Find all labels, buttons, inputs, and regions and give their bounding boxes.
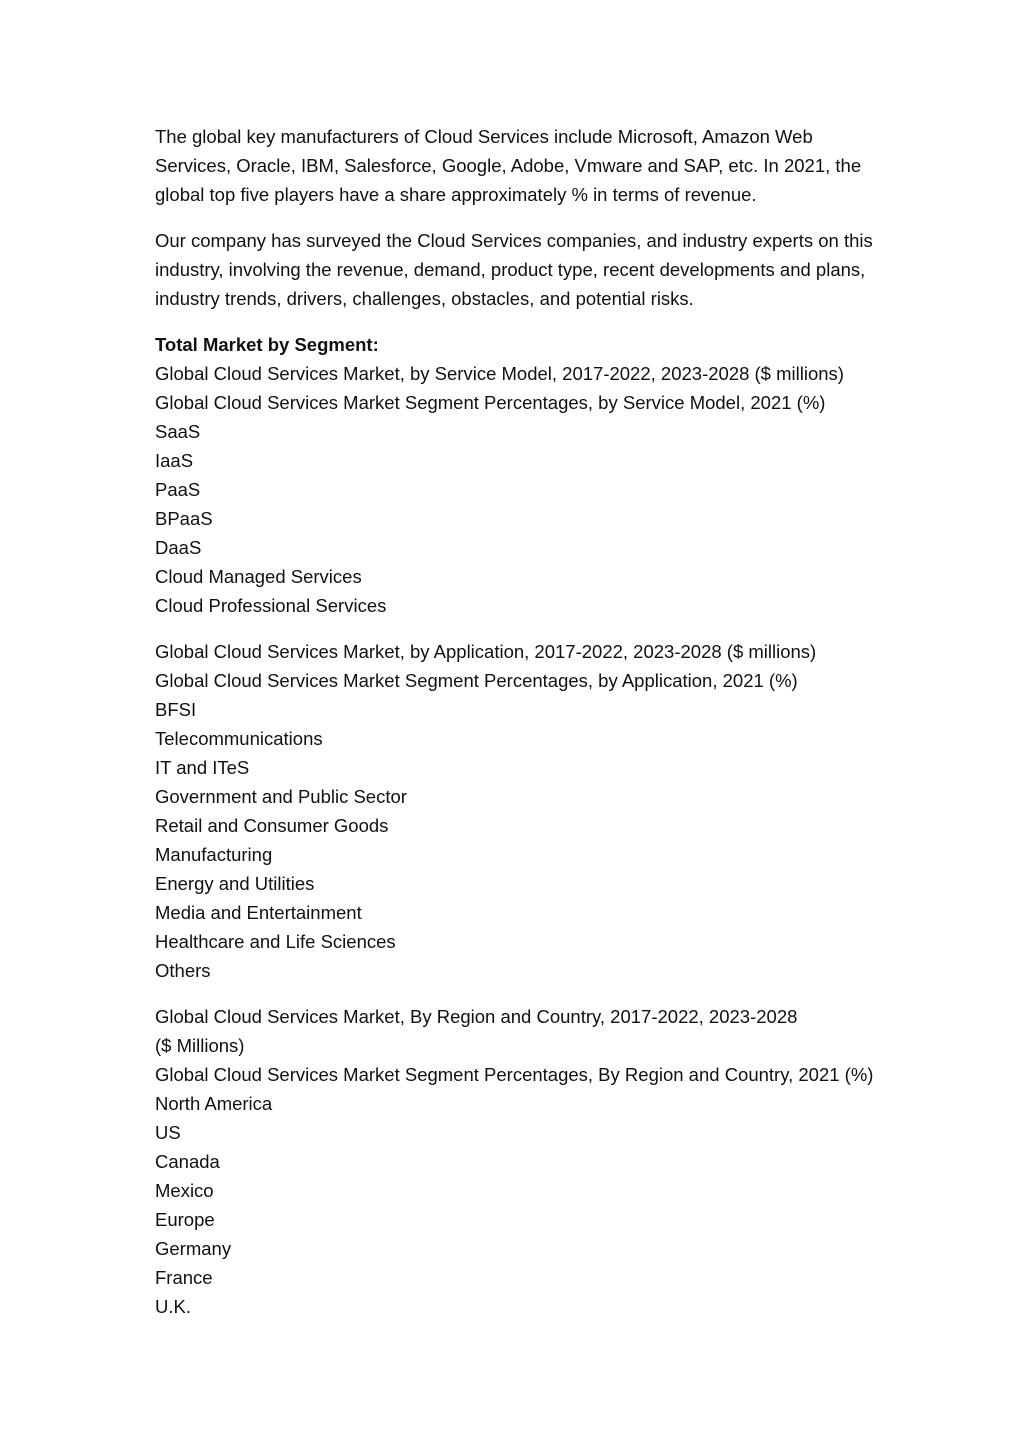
segment-heading: Total Market by Segment: bbox=[155, 334, 379, 355]
application-title: Global Cloud Services Market, by Application, 2017-2022, 2023-2028 ($ millions) bbox=[155, 641, 817, 662]
list-item: BPaaS bbox=[155, 508, 213, 529]
list-item: Manufacturing bbox=[155, 844, 273, 865]
service-model-title: Global Cloud Services Market, by Service Model, 2017-2022, 2023-2028 ($ millions) bbox=[155, 363, 844, 384]
list-item: Media and Entertainment bbox=[155, 902, 362, 923]
region-section bbox=[155, 1002, 885, 1321]
list-item: Europe bbox=[155, 1209, 215, 1230]
list-item: Cloud Managed Services bbox=[155, 566, 362, 587]
list-item: US bbox=[155, 1122, 181, 1143]
intro-paragraph: The global key manufacturers of Cloud Services include Microsoft, Amazon Web Services, Oracle, IBM, Salesforce, Google, Adobe, Vmware and SAP, etc. In 2021, the global top five players have a share approximately % in terms of revenue. bbox=[155, 126, 862, 205]
list-item: U.K. bbox=[155, 1296, 191, 1317]
application-subtitle: Global Cloud Services Market Segment Percentages, by Application, 2021 (%) bbox=[155, 670, 798, 691]
list-item: Cloud Professional Services bbox=[155, 595, 387, 616]
list-item: North America bbox=[155, 1093, 273, 1114]
list-item: DaaS bbox=[155, 537, 202, 558]
list-item: Healthcare and Life Sciences bbox=[155, 931, 396, 952]
list-item: Government and Public Sector bbox=[155, 786, 407, 807]
list-item: Energy and Utilities bbox=[155, 873, 315, 894]
list-item: IT and ITeS bbox=[155, 757, 250, 778]
service-model-subtitle: Global Cloud Services Market Segment Percentages, by Service Model, 2021 (%) bbox=[155, 392, 826, 413]
list-item: Mexico bbox=[155, 1180, 214, 1201]
region-subtitle: Global Cloud Services Market Segment Percentages, By Region and Country, 2021 (%) bbox=[155, 1064, 874, 1085]
list-item: SaaS bbox=[155, 421, 201, 442]
region-title-continued: ($ Millions) bbox=[155, 1035, 245, 1056]
list-item: PaaS bbox=[155, 479, 201, 500]
list-item: France bbox=[155, 1267, 213, 1288]
list-item: Retail and Consumer Goods bbox=[155, 815, 389, 836]
list-item: BFSI bbox=[155, 699, 197, 720]
list-item: Canada bbox=[155, 1151, 220, 1172]
service-model-section bbox=[155, 330, 885, 620]
survey-paragraph: Our company has surveyed the Cloud Services companies, and industry experts on this industry, involving the revenue, demand, product type, recent developments and plans, industry trends, drivers, challenges, obstacles, and potential risks. bbox=[155, 230, 873, 309]
list-item: Telecommunications bbox=[155, 728, 323, 749]
list-item: Others bbox=[155, 960, 211, 981]
document-page bbox=[155, 122, 885, 1338]
region-title: Global Cloud Services Market, By Region and Country, 2017-2022, 2023-2028 bbox=[155, 1006, 798, 1027]
list-item: IaaS bbox=[155, 450, 194, 471]
list-item: Germany bbox=[155, 1238, 232, 1259]
application-section bbox=[155, 637, 885, 985]
